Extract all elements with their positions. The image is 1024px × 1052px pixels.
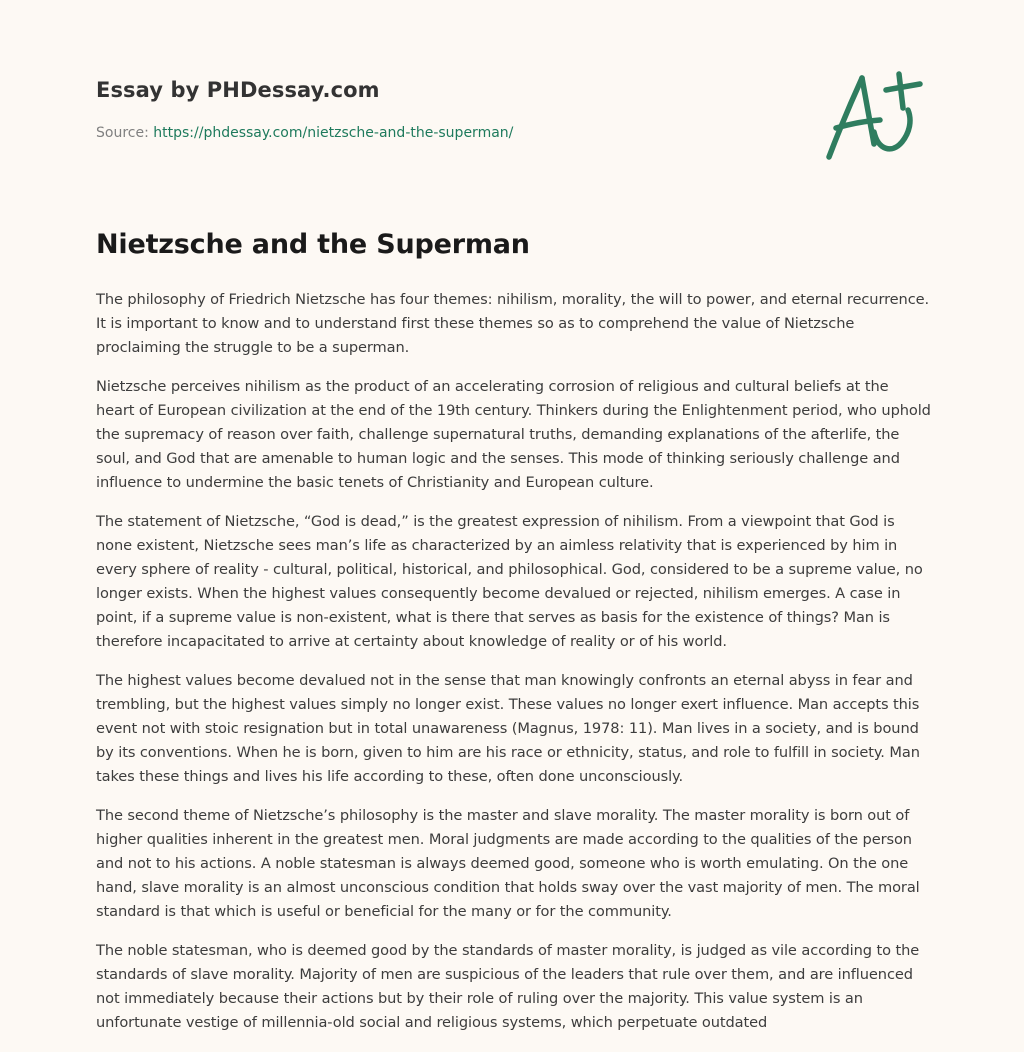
- page-header: [96, 76, 796, 143]
- brand-title: Essay by PHDessay.com: [96, 78, 380, 102]
- essay-paragraph: The highest values become devalued not in the sense that man knowingly confronts an eternal abyss in fear and trembling, but the highest values simply no longer exist. These values no longer exert influence. Man accepts this event not with stoic resignation but in total unawareness (Magnus, 1978: 11). Man lives in a society, and is bound by its conventions. When he is born, given to him are his race or ethnicity, status, and role to fulfill in society. Man takes these things and lives his life according to these, often done unconsciously.: [96, 672, 920, 785]
- essay-content: [96, 226, 931, 1050]
- essay-paragraph: The noble statesman, who is deemed good by the standards of master morality, is judged as vile according to the standards of slave morality. Majority of men are suspicious of the leaders that rule over them, and are influenced not immediately because their actions but by their role of ruling over the majority. This value system is an unfortunate vestige of millennia-old social and religious systems, which perpetuate outdated: [96, 942, 920, 1031]
- a-plus-grade-icon: [822, 66, 932, 166]
- source-line: [96, 123, 796, 143]
- essay-paragraph: Nietzsche perceives nihilism as the product of an accelerating corrosion of religious and cultural beliefs at the heart of European civilization at the end of the 19th century. Thinkers during the Enlightenment period, who uphold the supremacy of reason over faith, challenge supernatural truths, demanding explanations of the afterlife, the soul, and God that are amenable to human logic and the senses. This mode of thinking seriously challenge and influence to undermine the basic tenets of Christianity and European culture.: [96, 378, 931, 491]
- source-label: Source:: [96, 125, 154, 141]
- essay-paragraph: The philosophy of Friedrich Nietzsche has four themes: nihilism, morality, the will to power, and eternal recurrence. It is important to know and to understand first these themes so as to comprehend the value of Nietzsche proclaiming the struggle to be a superman.: [96, 291, 930, 356]
- essay-title: Nietzsche and the Superman: [96, 229, 530, 260]
- essay-paragraph: The statement of Nietzsche, “God is dead,” is the greatest expression of nihilism. From a viewpoint that God is none existent, Nietzsche sees man’s life as characterized by an aimless relativity that is experienced by him in every sphere of reality - cultural, political, historical, and philosophical. God, considered to be a supreme value, no longer exists. When the highest values consequently become devalued or rejected, nihilism emerges. A case in point, if a supreme value is non-existent, what is there that serves as basis for the existence of things? Man is therefore incapacitated to arrive at certainty about knowledge of reality or of his world.: [96, 513, 923, 650]
- essay-paragraph: The second theme of Nietzsche’s philosophy is the master and slave morality. The master morality is born out of higher qualities inherent in the greatest men. Moral judgments are made according to the qualities of the person and not to his actions. A noble statesman is always deemed good, someone who is worth emulating. On the one hand, slave morality is an almost unconscious condition that holds sway over the vast majority of men. The moral standard is that which is useful or beneficial for the many or for the community.: [96, 807, 920, 920]
- source-link[interactable]: https://phdessay.com/nietzsche-and-the-superman/: [153, 125, 514, 141]
